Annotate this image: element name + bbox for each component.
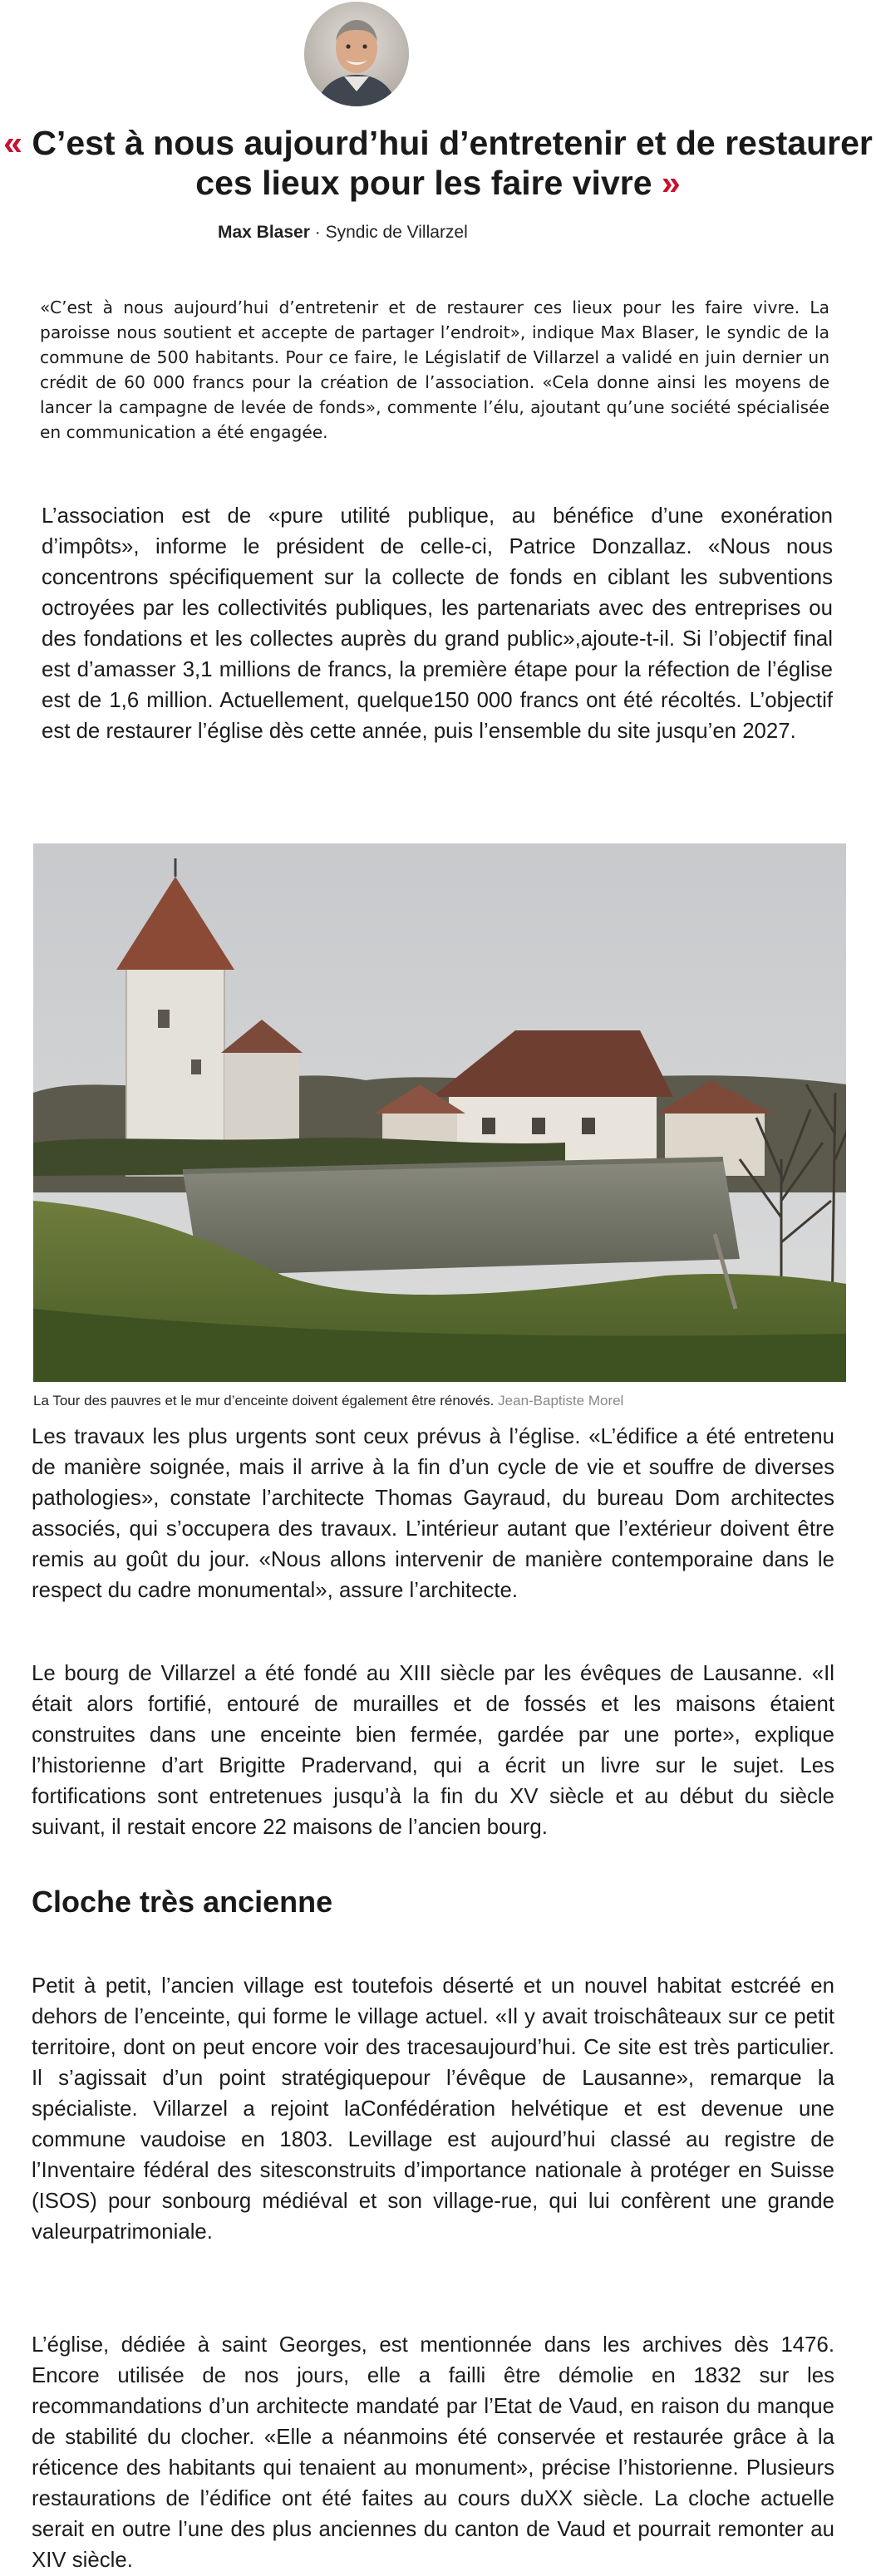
author-avatar (304, 2, 409, 106)
quote-close-mark: » (661, 164, 681, 202)
article-paragraph: L’église, dédiée à saint Georges, est mentionnée dans les archives dès 1476. Encore utilisée de nos jours, elle a failli être démolie en 1832 sur les recommandations d’un architecte mandaté par l’Etat de Vaud, en raison du manque de stabilité du clocher. «Elle a néanmoins été conservée et restaurée grâce à la réticence des habitants qui tenaient au monument», précise l’historienne. Plusieurs restaurations de l’édifice ont été faites au cours duXX siècle. La cloche actuelle serait en outre l’une des plus anciennes du canton de Vaud et pourrait remonter au XIV siècle. (32, 2333, 834, 2572)
article-paragraph: Petit à petit, l’ancien village est toutefois déserté et un nouvel habitat estcréé en dehors de l’enceinte, qui forme le village actuel. «Il y avait troischâteaux sur ce petit territoire, dont on peut encore voir des tracesaujourd’hui. Ce site est très particulier. Il s’agissait d’un point stratégiquepour l’évêque de Lausanne», remarque la spécialiste. Villarzel a rejoint laConfédération helvétique et est devenue une commune vaudoise en 1803. Levillage est aujourd’hui classé au registre de l’Inventaire fédéral des sitesconstruits d’importance nationale à protéger en Suisse (ISOS) pour sonbourg médiéval et son village-rue, qui lui confèrent une grande valeurpatrimoniale. (32, 1974, 834, 2244)
headline (0, 123, 876, 203)
article-paragraph: Le bourg de Villarzel a été fondé au XIII siècle par les évêques de Lausanne. «Il était alors fortifié, entouré de murailles et de fossés et les maisons étaient construites dans une enceinte bien fermée, gardée par une porte», explique l’historienne d’art Brigitte Pradervand, qui a écrit un livre sur le sujet. Les fortifications sont entretenues jusqu’à la fin du XV siècle et au début du siècle suivant, il restait encore 22 maisons de l’ancien bourg. (32, 1662, 834, 1839)
byline (218, 223, 468, 243)
village-landscape-photo (33, 843, 846, 1382)
article-paragraph: Les travaux les plus urgents sont ceux prévus à l’église. «L’édifice a été entretenu de manière soignée, mais il arrive à la fin d’un cycle de vie et souffre de diverses pathologies», constate l’architecte Thomas Gayraud, du bureau Dom architectes associés, qui s’occupera des travaux. L’intérieur autant que l’extérieur doivent être remis au goût du jour. «Nous allons intervenir de manière contemporaine dans le respect du cadre monumental», assure l’architecte. (32, 1425, 834, 1602)
caption-text: La Tour des pauvres et le mur d’enceinte doivent également être rénovés. (33, 1393, 495, 1408)
quote-open-mark: « (3, 124, 22, 162)
article-photo (33, 843, 846, 1382)
photo-credit: Jean-Baptiste Morel (498, 1393, 624, 1408)
headline-text: C’est à nous aujourd’hui d’entretenir et de restaurer ces lieux pour les faire vivre (32, 124, 873, 202)
article-paragraph: L’association est de «pure utilité publique, au bénéfice d’une exonération d’impôts», informe le président de celle-ci, Patrice Donzallaz. «Nous nous concentrons spécifiquement sur la collecte de fonds en ciblant les subventions octroyées par les collectivités publiques, les partenariats avec des entreprises ou des fondations et les collectes auprès du grand public»,ajoute-t-il. Si l’objectif final est d’amasser 3,1 millions de francs, la première étape pour la réfection de l’église est de 1,6 million. Actuellement, quelque150 000 francs ont été récoltés. L’objectif est de restaurer l’église dès cette année, puis l’ensemble du site jusqu’en 2027. (42, 504, 833, 743)
photo-caption (33, 1393, 623, 1409)
byline-separator: · (309, 223, 326, 242)
intro-paragraph: «C’est à nous aujourd’hui d’entretenir et de restaurer ces lieux pour les faire vivre. La paroisse nous soutient et accepte de partager l’endroit», indique Max Blaser, le syndic de la commune de 500 habitants. Pour ce faire, le Législatif de Villarzel a validé en juin dernier un crédit de 60 000 francs pour la création de l’association. «Cela donne ainsi les moyens de lancer la campagne de levée de fonds», commente l’élu, ajoutant qu’une société spécialisée en communication a été engagée. (40, 297, 829, 442)
section-subheading: Cloche très ancienne (32, 1885, 333, 1919)
author-role: Syndic de Villarzel (325, 223, 468, 242)
author-name: Max Blaser (218, 223, 310, 242)
portrait-photo-icon (304, 2, 409, 106)
